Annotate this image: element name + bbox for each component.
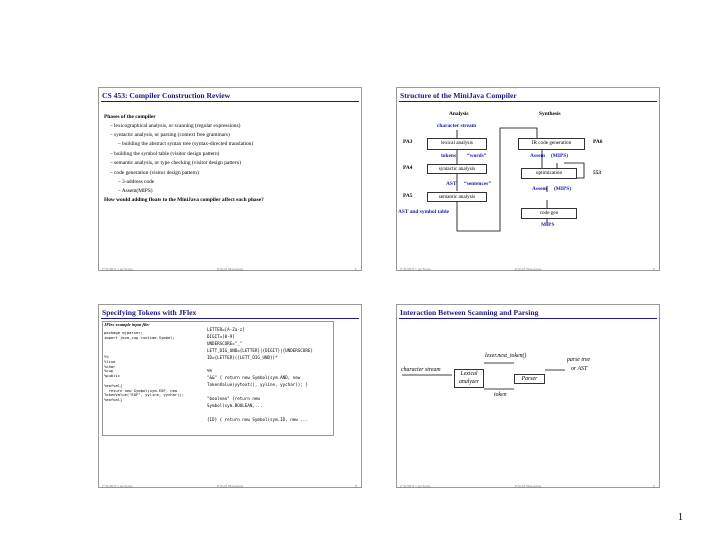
footer-slide-number: 4: [652, 484, 655, 489]
pa4-label: PA4: [403, 165, 413, 171]
slide-compiler-review: [98, 87, 362, 271]
footer-course: CS453 Lecture: [400, 267, 431, 272]
example-label: JFlex example input file:: [104, 322, 150, 327]
sentences-label: “sentences”: [464, 181, 491, 187]
slide-jflex-tokens: [98, 304, 362, 488]
analyzer-text: analyzer: [459, 379, 479, 385]
lexical-text: Lexical: [460, 371, 478, 377]
pa3-label: PA3: [403, 139, 413, 145]
character-stream-label: character stream: [401, 367, 441, 373]
ast-symbol-table-label: AST and symbol table: [398, 209, 449, 215]
pa5-label: PA5: [403, 193, 413, 199]
token-label: token: [494, 392, 507, 398]
lexical-analysis-box: lexical analysis: [427, 138, 487, 150]
structure-diagram-lines: [397, 88, 659, 270]
syntactic-analysis-box: syntactic analysis: [427, 164, 487, 174]
pa6-label: PA6: [593, 139, 603, 145]
parse-tree-label: parse tree: [567, 357, 591, 363]
ast-label: AST: [446, 181, 457, 187]
phase-line: – lexicographical analysis, or scanning (regular expressions): [110, 123, 241, 129]
title-rule: [101, 318, 359, 319]
slide-title: CS 453: Compiler Construction Review: [102, 91, 231, 100]
assem-label: Assem: [530, 153, 545, 159]
assem-label-2: Assem: [532, 186, 547, 192]
jflex-right-code: LETTER=[A-Za-z] DIGIT=[0-9] UNDERSCORE="_" LETT_DIG_UND={LETTER}|{DIGIT}|{UNDERSCORE} ID={LETTER}({LETT_DIG_UND})* %% "&&" { return new Symbol(sym.AND, new TokenValue(yytext(), yyline, yychar)); } "boolean" {return new Symbol(sym.BOOLEAN,... {ID} { return new Symbol(sym.ID, new ...: [207, 327, 313, 422]
slide-scanning-parsing: [396, 304, 660, 488]
footer-topic: Final Review: [217, 267, 244, 272]
title-rule: [101, 101, 359, 102]
phases-heading: Phases of the compiler: [104, 114, 156, 120]
parser-box: Parser: [514, 374, 545, 384]
jflex-left-code: package mjparser; import java_cup.runtime.Symbol; %% %line %char %cup %public %eofval{ return new Symbol(sym.EOF, new TokenValue("EOF", yyline, yychar)); %eofval}: [104, 330, 185, 403]
phase-line: – syntactic analysis, or parsing (context free grammars): [110, 132, 230, 138]
analysis-heading: Analysis: [449, 111, 469, 117]
tokens-label: tokens: [441, 153, 456, 159]
words-label: “words”: [467, 153, 487, 159]
slide-title: Structure of the MiniJava Compiler: [400, 91, 517, 100]
phase-line: – 3-address code: [118, 179, 155, 185]
or-ast-label: or AST: [571, 366, 588, 372]
character-stream-label: character stream: [437, 123, 477, 129]
optimization-box: optimization: [521, 168, 577, 179]
footer-course: CS453 Lecture: [400, 484, 431, 489]
footer-slide-number: 1: [354, 267, 357, 272]
floats-question: How would adding floats to the MiniJava compiler affect each phase?: [104, 197, 264, 203]
footer-course: CS453 Lecture: [102, 484, 133, 489]
ir-codegen-box: IR code generation: [518, 138, 585, 150]
mips-paren-label-2: (MIPS): [554, 186, 572, 192]
mips-paren-label: (MIPS): [551, 153, 569, 159]
slide-minijava-structure: [396, 87, 660, 271]
footer-topic: Final Review: [217, 484, 244, 489]
synthesis-heading: Synthesis: [539, 111, 561, 117]
slide-title: Specifying Tokens with JFlex: [102, 308, 197, 317]
phase-line: – semantic analysis, or type checking (visitor design pattern): [110, 160, 241, 166]
lexical-analyzer-box: [454, 369, 484, 388]
code-gen-box: code gen: [521, 208, 577, 219]
n553-label: 553: [593, 170, 602, 176]
footer-slide-number: 2: [652, 267, 655, 272]
slide-title: Interaction Between Scanning and Parsing: [400, 308, 539, 317]
semantic-analysis-box: semantic analysis: [427, 192, 487, 202]
footer-topic: Final Review: [515, 267, 542, 272]
scanning-parsing-lines: [397, 305, 659, 487]
phase-line: – building the abstract syntax tree (syntax-directed translation): [118, 141, 254, 147]
page-number: 1: [678, 512, 683, 523]
mips-output-label: MIPS: [541, 222, 555, 228]
phase-line: – code generation (visitor design pattern): [110, 170, 199, 176]
phase-line: – building the symbol table (visitor design pattern): [110, 151, 220, 157]
next-token-call-label: lexer.next_token(): [485, 353, 527, 359]
footer-topic: Final Review: [515, 484, 542, 489]
phase-line: – Assem(MIPS): [118, 188, 153, 194]
footer-slide-number: 3: [354, 484, 357, 489]
footer-course: CS453 Lecture: [102, 267, 133, 272]
